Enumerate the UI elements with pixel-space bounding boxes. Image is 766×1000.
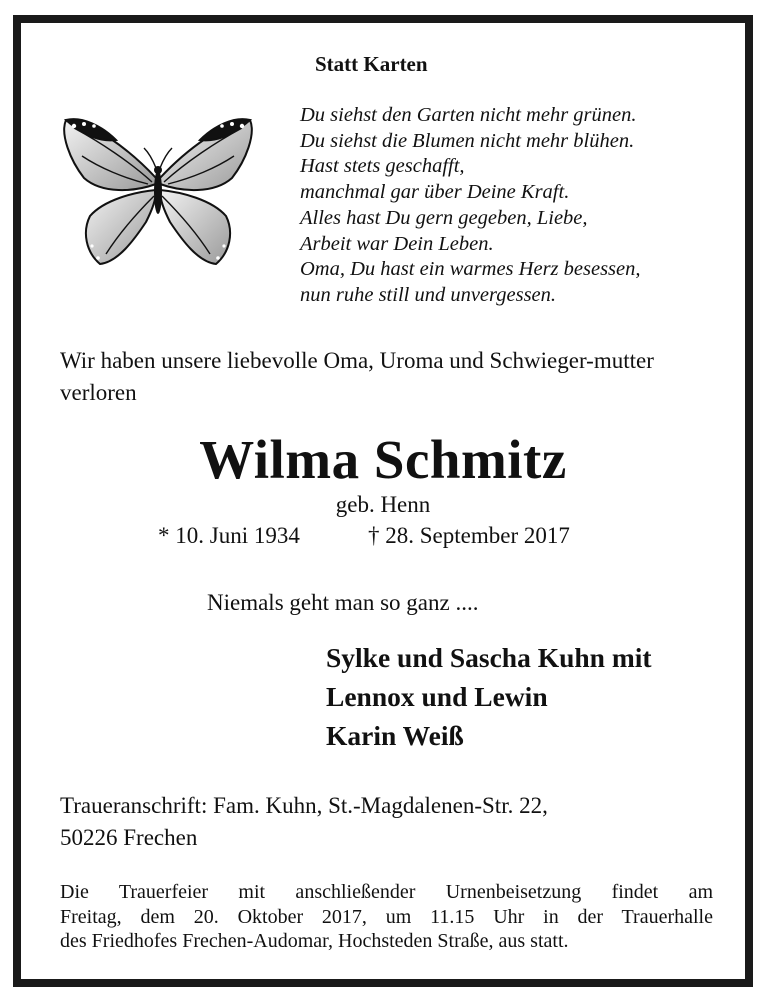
- mourners: [326, 638, 652, 755]
- poem-line: Arbeit war Dein Leben.: [300, 232, 494, 255]
- deceased-name: Wilma Schmitz: [199, 429, 567, 490]
- poem-line: Alles hast Du gern gegeben, Liebe,: [300, 206, 588, 229]
- poem-line: Du siehst den Garten nicht mehr grünen.: [300, 104, 637, 126]
- service-line: Freitag, dem 20. Oktober 2017, um 11.15 Uhr in der Trauerhalle: [60, 905, 713, 928]
- motto: Niemals geht man so ganz ....: [207, 590, 479, 615]
- poem: [300, 103, 641, 309]
- poem-line: Hast stets geschafft,: [300, 155, 465, 178]
- service-line: Die Trauerfeier mit anschließender Urnenbeisetzung findet am: [60, 881, 713, 903]
- address-line: Traueranschrift: Fam. Kuhn, St.-Magdalenen-Str. 22,: [60, 793, 548, 818]
- funeral-service-info: [60, 880, 713, 954]
- maiden-name: geb. Henn: [335, 492, 431, 517]
- poem-line: Oma, Du hast ein warmes Herz besessen,: [300, 258, 641, 281]
- mourner-line: Lennox und Lewin: [326, 681, 548, 712]
- poem-line: nun ruhe still und unvergessen.: [300, 283, 557, 306]
- poem-line: Du siehst die Blumen nicht mehr blühen.: [300, 129, 635, 152]
- service-line: des Friedhofes Frechen-Audomar, Hochsteden Straße, aus statt.: [60, 930, 569, 952]
- mourning-address: [60, 790, 548, 854]
- poem-line: manchmal gar über Deine Kraft.: [300, 181, 570, 204]
- death-date: † 28. September 2017: [368, 523, 570, 548]
- butterfly-icon: [60, 112, 256, 270]
- mourner-line: Sylke und Sascha Kuhn mit: [326, 642, 652, 673]
- birth-date: * 10. Juni 1934: [158, 523, 300, 548]
- intro-text: Wir haben unsere liebevolle Oma, Uroma und Schwieger-mutter verloren: [60, 348, 654, 405]
- mourner-line: Karin Weiß: [326, 720, 464, 751]
- notice-heading: Statt Karten: [315, 52, 428, 76]
- address-line: 50226 Frechen: [60, 825, 198, 850]
